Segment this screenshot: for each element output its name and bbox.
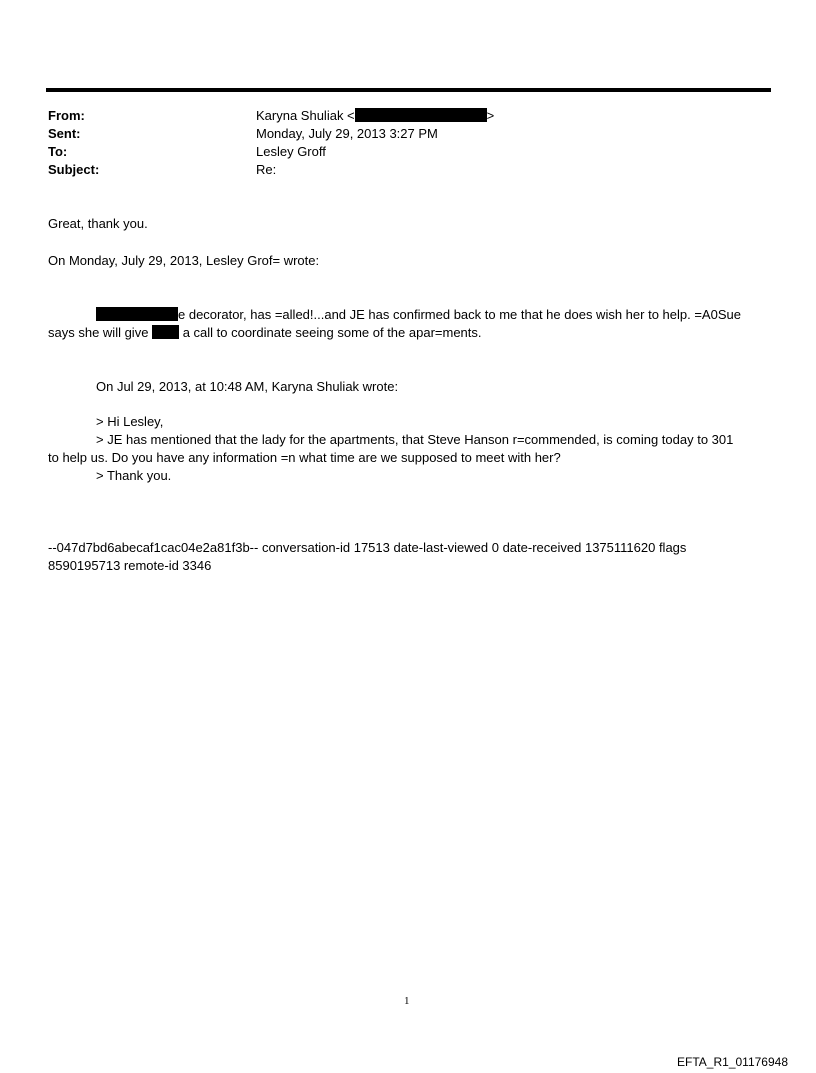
metadata-line-2: 8590195713 remote-id 3346 (48, 558, 212, 573)
greeting: Great, thank you. (48, 216, 148, 231)
nested-intro: On Jul 29, 2013, at 10:48 AM, Karyna Shuliak wrote: (96, 379, 399, 394)
redaction-name (96, 307, 178, 321)
para1-line2-start: says she will give (48, 325, 149, 340)
from-label: From: (48, 108, 85, 123)
subject-value: Re: (256, 162, 277, 177)
quote-line-2: > JE has mentioned that the lady for the apartments, that Steve Hanson r=commended, is coming today to 301 (96, 432, 734, 447)
from-close: > (486, 108, 495, 123)
para1-line1-text: e decorator, has =alled!...and JE has confirmed back to me that he does wish her to help. =A0Sue (178, 307, 741, 322)
header-rule (46, 88, 771, 92)
redaction-email (355, 108, 487, 122)
subject-label: Subject: (48, 162, 100, 177)
para1-line2 (48, 324, 482, 342)
para1-line1 (96, 306, 741, 324)
from-value (256, 107, 494, 125)
from-name: Karyna Shuliak < (256, 108, 355, 123)
quote-line-3: to help us. Do you have any information =n what time are we supposed to meet with her? (48, 450, 561, 465)
para1-line2-end: a call to coordinate seeing some of the apar=ments. (182, 325, 482, 340)
sent-label: Sent: (48, 126, 81, 141)
quote-line-1: > Hi Lesley, (96, 414, 164, 429)
sent-value: Monday, July 29, 2013 3:27 PM (256, 126, 438, 141)
metadata-line-1: --047d7bd6abecaf1cac04e2a81f3b-- conversation-id 17513 date-last-viewed 0 date-received 1375111620 flags (48, 540, 687, 555)
redaction-short (152, 325, 179, 339)
quote-intro: On Monday, July 29, 2013, Lesley Grof= wrote: (48, 253, 320, 268)
quote-line-4: > Thank you. (96, 468, 172, 483)
to-value: Lesley Groff (256, 144, 326, 159)
page-number: 1 (404, 995, 410, 1007)
to-label: To: (48, 144, 68, 159)
bates-number: EFTA_R1_01176948 (677, 1055, 788, 1069)
